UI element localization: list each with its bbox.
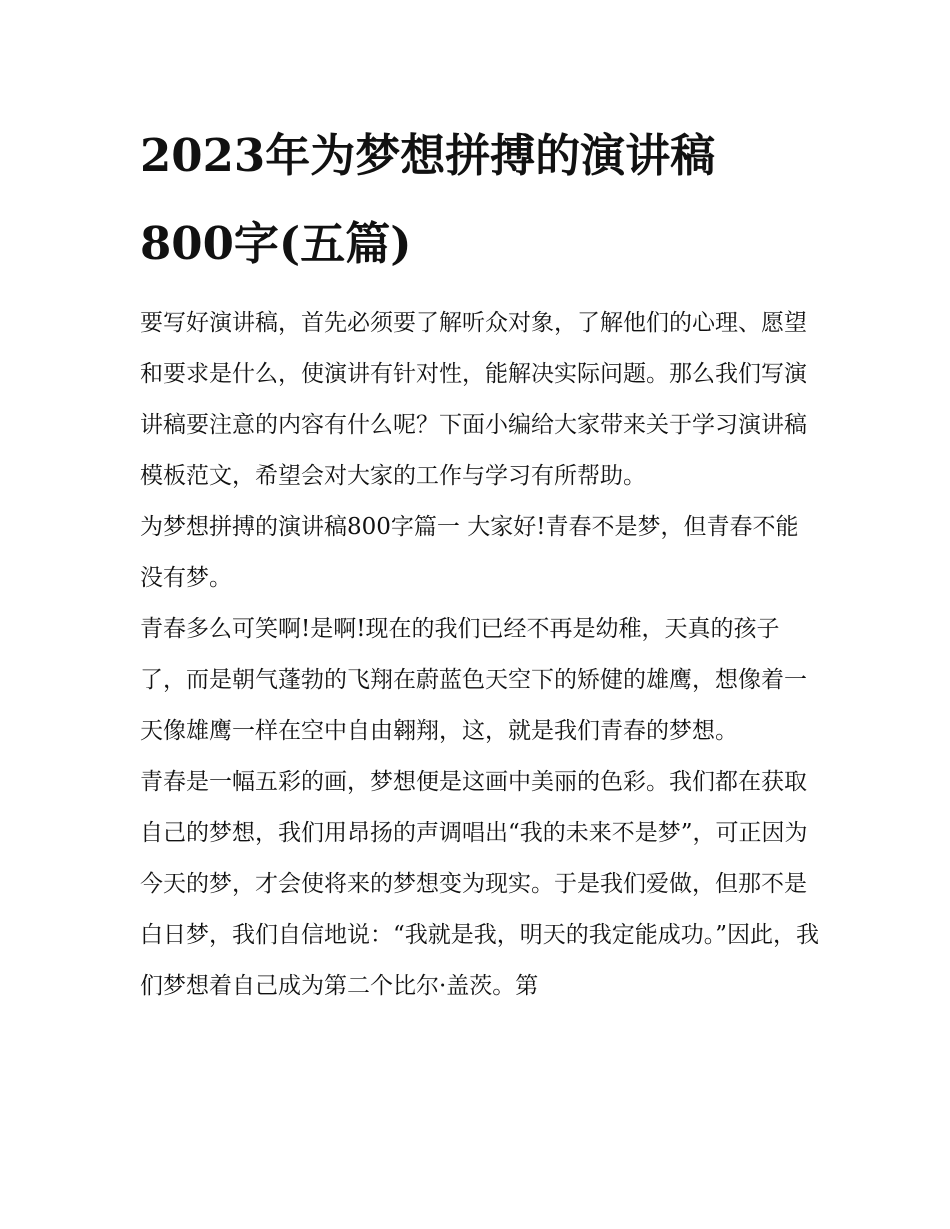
title-line-2: 800字(五篇): [140, 217, 412, 270]
document-page: [140, 112, 820, 1012]
document-body: [140, 298, 820, 1012]
paragraph-youth-eagle: 青春多么可笑啊!是啊!现在的我们已经不再是幼稚，天真的孩子了，而是朝气蓬勃的飞翔在蔚蓝色天空下的矫健的雄鹰，想像着一天像雄鹰一样在空中自由翱翔，这，就是我们青春的梦想。: [140, 616, 807, 744]
document-title: [140, 112, 820, 288]
paragraph-youth-painting: 青春是一幅五彩的画，梦想便是这画中美丽的色彩。我们都在获取自己的梦想，我们用昂扬的声调唱出“我的未来不是梦”，可正因为今天的梦，才会使将来的梦想变为现实。于是我们爱做，但那不是白日梦，我们自信地说：“我就是我，明天的我定能成功。”因此，我们梦想着自己成为第二个比尔·盖茨。第: [140, 769, 820, 999]
title-line-1: 2023年为梦想拼搏的演讲稿: [140, 129, 716, 182]
paragraph-speech-opening: 为梦想拼搏的演讲稿800字篇一 大家好!青春不是梦，但青春不能没有梦。: [140, 514, 799, 591]
paragraph-intro: 要写好演讲稿，首先必须要了解听众对象，了解他们的心理、愿望和要求是什么，使演讲有针对性，能解决实际问题。那么我们写演讲稿要注意的内容有什么呢？下面小编给大家带来关于学习演讲稿模板范文，希望会对大家的工作与学习有所帮助。: [140, 310, 807, 489]
